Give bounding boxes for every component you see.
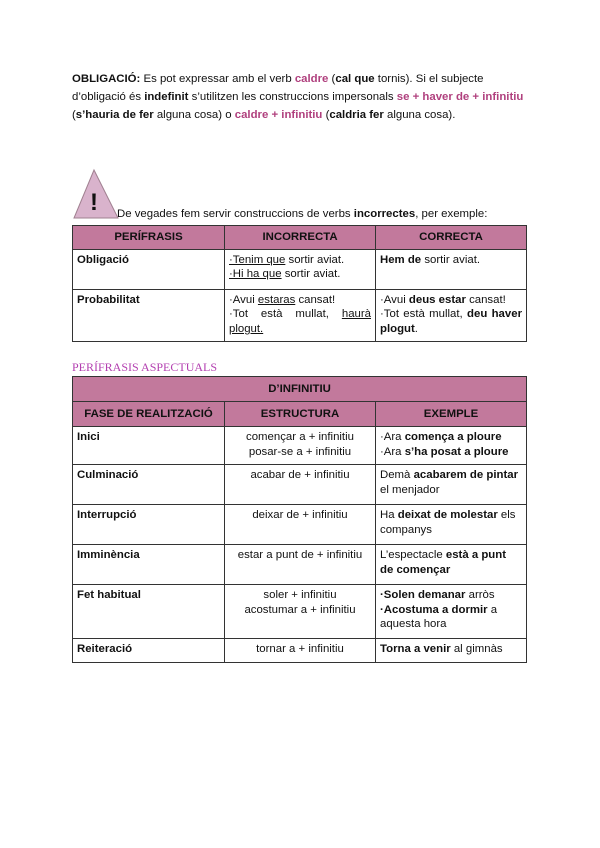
incorrect-constructions-table (72, 225, 527, 342)
row-label: Inici (73, 427, 225, 465)
column-header: ESTRUCTURA (225, 402, 376, 427)
column-header: FASE DE REALITZACIÓ (73, 402, 225, 427)
example-text: ·Tot està mullat, (380, 308, 468, 320)
example-text: L’espectacle (380, 549, 446, 561)
structure-cell: estar a punt de + infinitiu (225, 545, 376, 585)
example-cell (376, 505, 527, 545)
table-row (73, 249, 527, 289)
row-label: Interrupció (73, 505, 225, 545)
incorrect-example: ·Tenim que (229, 253, 286, 266)
example-highlight: acabarem de pintar (413, 469, 519, 481)
table-header-row (73, 226, 527, 250)
example-text: arròs (465, 589, 495, 601)
column-header: CORRECTA (376, 226, 527, 250)
table-row (73, 289, 527, 341)
table-row (73, 505, 527, 545)
example-text: els companys (380, 509, 516, 536)
example-text: ·Avui (380, 293, 409, 306)
example-text: Demà (380, 469, 414, 481)
incorrect-example: haurà plogut. (229, 308, 371, 335)
table-row (73, 427, 527, 465)
example-highlight: s’ha posat a ploure (404, 445, 509, 458)
structure-cell (225, 427, 376, 465)
example-text: el menjador (380, 483, 440, 496)
example-text: Ha (380, 509, 398, 521)
structure-text: acostumar a + infinitiu (244, 603, 356, 616)
table-row (73, 465, 527, 505)
example-text: . (414, 322, 418, 335)
aspectual-periphrasis-table (72, 376, 527, 663)
incorrect-cell (225, 289, 376, 341)
intro-caldre: caldre (294, 73, 329, 85)
correct-example: deus estar (408, 293, 466, 306)
table-header-row (73, 402, 527, 427)
example-highlight: ·Solen demanar (380, 589, 466, 601)
intro-term: OBLIGACIÓ: (72, 73, 141, 85)
intro-cal-que: cal que (335, 73, 375, 85)
column-header: PERÍFRASIS (73, 226, 225, 250)
intro-text: tornis). Si el subjecte d’obligació és (72, 73, 484, 103)
example-text: ·Ara (380, 445, 405, 458)
row-label: Reiteració (73, 639, 225, 663)
intro-caldre-infinitiu: caldre + infinitiu (234, 109, 323, 121)
intro-text: alguna cosa) o (153, 109, 235, 121)
example-text: ·Avui (229, 293, 258, 306)
correct-example: deu haver plogut (380, 308, 522, 335)
intro-hauria-de-fer: s’hauria de fer (75, 109, 154, 121)
intro-se-haver-de: se + haver de + infinitiu (396, 91, 524, 103)
intro-text: alguna cosa). (383, 109, 456, 121)
example-highlight: deixat de molestar (397, 509, 498, 521)
structure-cell: tornar a + infinitiu (225, 639, 376, 663)
group-header: D’INFINITIU (73, 377, 527, 402)
warning-text-pre: De vegades fem servir construccions de verbs (117, 208, 354, 220)
correct-example: Hem de (380, 253, 422, 266)
warning-text-post: , per exemple: (415, 208, 488, 220)
example-highlight: comença a ploure (404, 431, 502, 443)
intro-text: ( (72, 109, 76, 121)
incorrect-cell (225, 249, 376, 289)
correct-cell (376, 249, 527, 289)
structure-text: soler + infinitiu (263, 589, 337, 601)
incorrect-example: estaras (257, 293, 296, 306)
example-text: al gimnàs (450, 643, 503, 655)
table-row (73, 585, 527, 639)
example-cell (376, 585, 527, 639)
example-text: cansat! (465, 293, 506, 306)
example-text: sortir aviat. (285, 253, 345, 266)
table-row (73, 545, 527, 585)
structure-cell: acabar de + infinitiu (225, 465, 376, 505)
warning-icon-glyph: ! (90, 189, 98, 216)
column-header: EXEMPLE (376, 402, 527, 427)
intro-indefinit: indefinit (144, 91, 189, 103)
intro-text: ( (322, 109, 330, 121)
example-cell (376, 639, 527, 663)
table-row (73, 639, 527, 663)
warning-text-bold: incorrectes (353, 208, 416, 220)
structure-text: posar-se a + infinitiu (248, 445, 352, 458)
example-text: cansat! (295, 293, 336, 306)
structure-cell: deixar de + infinitiu (225, 505, 376, 545)
structure-cell (225, 585, 376, 639)
intro-text: Es pot expressar amb el verb (140, 73, 295, 85)
example-cell (376, 465, 527, 505)
example-highlight: està a punt de començar (380, 549, 506, 576)
example-highlight: Torna a venir (380, 643, 451, 655)
warning-icon (72, 168, 120, 220)
example-text: sortir aviat. (281, 268, 341, 280)
row-label: Imminència (73, 545, 225, 585)
row-label: Probabilitat (73, 289, 225, 341)
table-group-header-row (73, 377, 527, 402)
column-header: INCORRECTA (225, 226, 376, 250)
correct-cell (376, 289, 527, 341)
example-cell (376, 545, 527, 585)
intro-caldria-fer: caldria fer (329, 109, 384, 121)
structure-text: començar a + infinitiu (246, 431, 354, 443)
example-highlight: ·Acostuma a dormir (380, 603, 488, 616)
example-text: ·Ara (380, 431, 405, 443)
incorrect-example: ·Hi ha que (229, 268, 282, 280)
example-text: a aquesta hora (380, 603, 498, 630)
section-title: PERÍFRASIS ASPECTUALS (72, 360, 218, 374)
warning-text (117, 208, 487, 220)
row-label: Fet habitual (73, 585, 225, 639)
intro-text: s’utilitzen les construccions impersonals (188, 91, 397, 103)
intro-text: ( (328, 73, 336, 85)
example-text: ·Tot està mullat, (229, 308, 342, 320)
obligacio-paragraph (72, 70, 532, 124)
row-label: Obligació (73, 249, 225, 289)
row-label: Culminació (73, 465, 225, 505)
example-text: sortir aviat. (421, 253, 481, 266)
example-cell (376, 427, 527, 465)
